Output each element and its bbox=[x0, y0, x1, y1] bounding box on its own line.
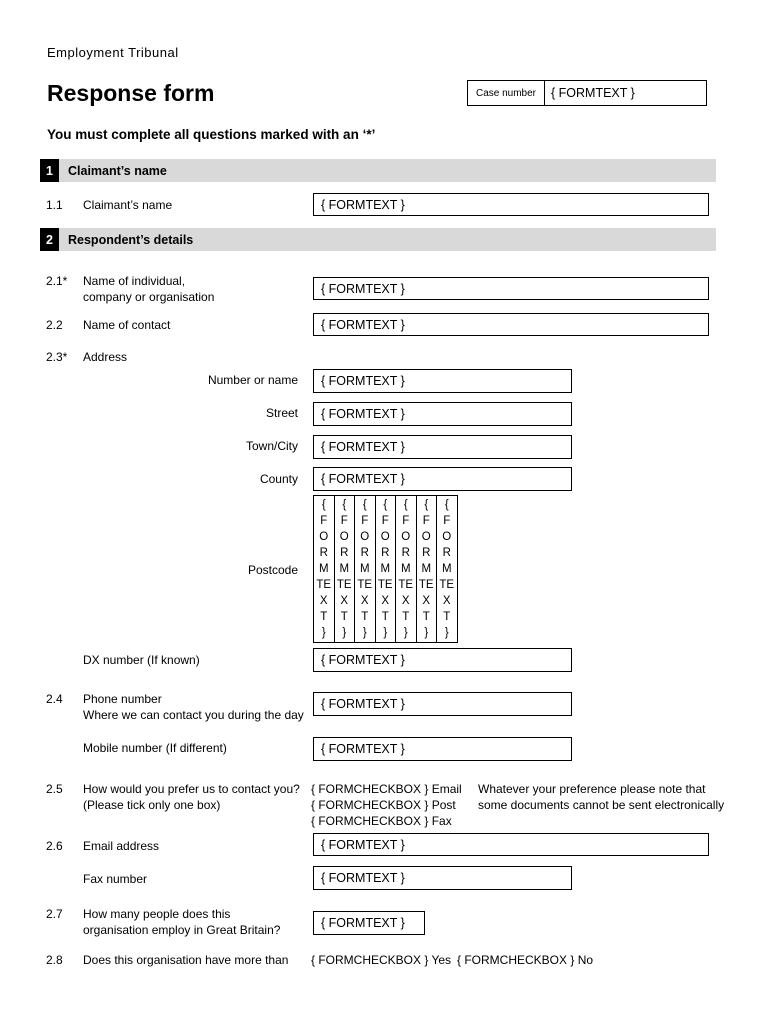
postcode-cell-char: X bbox=[319, 595, 328, 607]
section-2-number: 2 bbox=[40, 228, 59, 251]
postcode-cell-char: T bbox=[320, 611, 328, 623]
more-than-no-checkbox[interactable]: { FORMCHECKBOX } No bbox=[457, 953, 594, 967]
q2-4-label-line1: Phone number bbox=[83, 692, 162, 706]
postcode-cell-char: O bbox=[339, 531, 349, 543]
q2-1-number: 2.1* bbox=[46, 274, 68, 288]
q2-1-label-line1: Name of individual, bbox=[83, 274, 186, 288]
postcode-cell-char: R bbox=[401, 547, 410, 559]
postcode-cell-char: F bbox=[402, 515, 410, 527]
county-label: County bbox=[259, 472, 298, 486]
q2-2-label: Name of contact bbox=[83, 318, 171, 332]
postcode-cell-char: TE bbox=[439, 579, 455, 591]
q2-3-label: Address bbox=[83, 350, 128, 364]
postcode-cell-char: X bbox=[422, 595, 431, 607]
postcode-cell-char: O bbox=[442, 531, 452, 543]
instruction-text: You must complete all questions marked with an ‘*’ bbox=[47, 127, 376, 142]
postcode-cell-char: { bbox=[342, 499, 347, 511]
postcode-cell-char: X bbox=[401, 595, 410, 607]
tribunal-name: Employment Tribunal bbox=[47, 45, 179, 60]
postcode-cell-char: O bbox=[380, 531, 390, 543]
postcode-cell-char: } bbox=[321, 627, 326, 639]
postcode-cell-char: TE bbox=[316, 579, 332, 591]
postcode-cell-char: X bbox=[381, 595, 390, 607]
postcode-cell-char: TE bbox=[398, 579, 414, 591]
postcode-cell[interactable] bbox=[313, 495, 335, 643]
postcode-cell[interactable] bbox=[416, 495, 438, 643]
number-or-name-field[interactable]: { FORMTEXT } bbox=[313, 369, 572, 393]
postcode-cell-char: F bbox=[340, 515, 348, 527]
q2-7-number: 2.7 bbox=[46, 907, 63, 921]
postcode-cell-char: T bbox=[402, 611, 410, 623]
q2-7-label-line1: How many people does this bbox=[83, 907, 231, 921]
postcode-cell-char: } bbox=[444, 627, 449, 639]
email-address-field[interactable]: { FORMTEXT } bbox=[313, 833, 709, 856]
case-number-box bbox=[467, 80, 707, 106]
postcode-label: Postcode bbox=[247, 563, 298, 577]
contact-pref-note-line2: some documents cannot be sent electronically bbox=[478, 798, 725, 812]
postcode-cell-char: } bbox=[383, 627, 388, 639]
q2-4-number: 2.4 bbox=[46, 692, 63, 706]
postcode-cell-char: R bbox=[422, 547, 431, 559]
q1-1-label: Claimant’s name bbox=[83, 198, 173, 212]
fax-number-field[interactable]: { FORMTEXT } bbox=[313, 866, 572, 890]
postcode-cell-char: T bbox=[443, 611, 451, 623]
q2-4-label-line2: Where we can contact you during the day bbox=[83, 708, 304, 722]
postcode-cell-char: R bbox=[360, 547, 369, 559]
postcode-cell-char: { bbox=[362, 499, 367, 511]
q2-6-number: 2.6 bbox=[46, 839, 63, 853]
employee-count-field[interactable]: { FORMTEXT } bbox=[313, 911, 425, 935]
postcode-cell-char: } bbox=[403, 627, 408, 639]
postcode-cell-char: X bbox=[360, 595, 369, 607]
q2-8-label: Does this organisation have more than bbox=[83, 953, 289, 967]
section-2-header bbox=[40, 228, 716, 251]
postcode-cell-char: R bbox=[319, 547, 328, 559]
postcode-cell-char: R bbox=[340, 547, 349, 559]
postcode-cell-char: { bbox=[321, 499, 326, 511]
postcode-cell-char: F bbox=[361, 515, 369, 527]
postcode-cell-char: T bbox=[422, 611, 430, 623]
q2-3-number: 2.3* bbox=[46, 350, 68, 364]
postcode-cell-char: } bbox=[424, 627, 429, 639]
postcode-cell-char: TE bbox=[418, 579, 434, 591]
q2-2-number: 2.2 bbox=[46, 318, 63, 332]
town-city-field[interactable]: { FORMTEXT } bbox=[313, 435, 572, 459]
q2-5-label-line1: How would you prefer us to contact you? bbox=[83, 782, 300, 796]
dx-number-label: DX number (If known) bbox=[83, 653, 200, 667]
postcode-cell[interactable] bbox=[395, 495, 417, 643]
postcode-cell-char: M bbox=[421, 563, 432, 575]
page-title: Response form bbox=[47, 80, 215, 106]
contact-pref-email-checkbox[interactable]: { FORMCHECKBOX } Email bbox=[311, 782, 462, 796]
fax-number-label: Fax number bbox=[83, 872, 148, 886]
q1-1-number: 1.1 bbox=[46, 198, 63, 212]
postcode-cell-char: X bbox=[340, 595, 349, 607]
phone-number-field[interactable]: { FORMTEXT } bbox=[313, 692, 572, 716]
postcode-cell-char: T bbox=[340, 611, 348, 623]
case-number-label: Case number bbox=[468, 81, 545, 105]
postcode-cell-char: O bbox=[360, 531, 370, 543]
postcode-cell-char: F bbox=[422, 515, 430, 527]
section-1-number: 1 bbox=[40, 159, 59, 182]
postcode-cell-char: { bbox=[444, 499, 449, 511]
postcode-cell-char: O bbox=[401, 531, 411, 543]
postcode-cell-char: O bbox=[319, 531, 329, 543]
town-city-label: Town/City bbox=[245, 439, 298, 453]
postcode-cell-char: T bbox=[381, 611, 389, 623]
postcode-cell-char: R bbox=[381, 547, 390, 559]
email-address-label: Email address bbox=[83, 839, 160, 853]
q2-8-number: 2.8 bbox=[46, 953, 63, 967]
postcode-cell-char: M bbox=[359, 563, 370, 575]
postcode-cell-char: TE bbox=[336, 579, 352, 591]
postcode-cell-char: { bbox=[403, 499, 408, 511]
postcode-cell-char: F bbox=[443, 515, 451, 527]
q2-5-label-line2: (Please tick only one box) bbox=[83, 798, 221, 812]
postcode-cell-char: F bbox=[320, 515, 328, 527]
contact-pref-fax-checkbox[interactable]: { FORMCHECKBOX } Fax bbox=[311, 814, 452, 828]
county-field[interactable]: { FORMTEXT } bbox=[313, 467, 572, 491]
postcode-cell-char: } bbox=[362, 627, 367, 639]
postcode-fields bbox=[313, 495, 457, 643]
postcode-cell-char: { bbox=[383, 499, 388, 511]
postcode-cell-char: R bbox=[442, 547, 451, 559]
mobile-number-field[interactable]: { FORMTEXT } bbox=[313, 737, 572, 761]
contact-name-field[interactable]: { FORMTEXT } bbox=[313, 313, 709, 336]
claimant-name-field[interactable]: { FORMTEXT } bbox=[313, 193, 709, 216]
postcode-cell-char: X bbox=[442, 595, 451, 607]
postcode-cell[interactable] bbox=[436, 495, 458, 643]
postcode-cell-char: F bbox=[381, 515, 389, 527]
contact-pref-post-checkbox[interactable]: { FORMCHECKBOX } Post bbox=[311, 798, 456, 812]
dx-number-field[interactable]: { FORMTEXT } bbox=[313, 648, 572, 672]
more-than-yes-checkbox[interactable]: { FORMCHECKBOX } Yes bbox=[311, 953, 452, 967]
section-2-title: Respondent’s details bbox=[68, 232, 194, 247]
section-1-title: Claimant’s name bbox=[68, 163, 167, 178]
postcode-cell-char: TE bbox=[377, 579, 393, 591]
postcode-cell-char: T bbox=[361, 611, 369, 623]
postcode-cell-char: M bbox=[318, 563, 329, 575]
q2-5-number: 2.5 bbox=[46, 782, 63, 796]
street-field[interactable]: { FORMTEXT } bbox=[313, 402, 572, 426]
postcode-cell-char: TE bbox=[357, 579, 373, 591]
postcode-cell[interactable] bbox=[354, 495, 376, 643]
postcode-cell[interactable] bbox=[375, 495, 397, 643]
postcode-cell-char: } bbox=[342, 627, 347, 639]
postcode-cell-char: { bbox=[424, 499, 429, 511]
postcode-cell-char: M bbox=[400, 563, 411, 575]
section-1-header bbox=[40, 159, 716, 182]
mobile-number-label: Mobile number (If different) bbox=[83, 741, 227, 755]
postcode-cell-char: M bbox=[441, 563, 452, 575]
postcode-cell-char: M bbox=[380, 563, 391, 575]
contact-pref-note-line1: Whatever your preference please note that bbox=[478, 782, 706, 796]
number-or-name-label: Number or name bbox=[207, 373, 298, 387]
postcode-cell-char: M bbox=[339, 563, 350, 575]
respondent-name-field[interactable]: { FORMTEXT } bbox=[313, 277, 709, 300]
street-label: Street bbox=[265, 406, 298, 420]
q2-7-label-line2: organisation employ in Great Britain? bbox=[83, 923, 281, 937]
postcode-cell[interactable] bbox=[334, 495, 356, 643]
case-number-field[interactable]: { FORMTEXT } bbox=[551, 86, 635, 100]
postcode-cell-char: O bbox=[421, 531, 431, 543]
q2-1-label-line2: company or organisation bbox=[83, 290, 215, 304]
